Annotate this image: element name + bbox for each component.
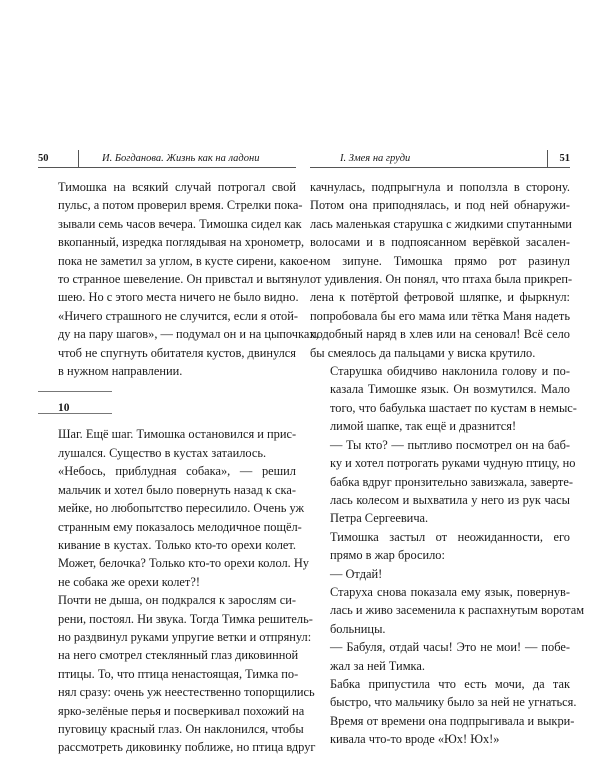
paragraph	[310, 362, 577, 436]
text-line: Старушка обидчиво наклонила голову и по-	[330, 364, 570, 379]
text-line: пока не заметил за углом, в кусте сирени, какое-	[58, 253, 313, 268]
text-line: Шаг. Ещё шаг. Тимошка остановился и прис-	[58, 427, 297, 442]
text-line: Бабка припустила что есть мочи, да так	[330, 676, 570, 691]
paragraph	[38, 591, 316, 757]
text-line: мальчик и хотел было повернуть назад к ска-	[58, 482, 296, 497]
text-line: нял сразу: очень уж неестественно топорщились	[58, 685, 315, 700]
text-line: ярко-зелёные перья и посверкивал похожий на	[58, 703, 305, 718]
paragraph	[38, 425, 296, 462]
paragraph	[38, 307, 319, 381]
right-page	[310, 150, 585, 747]
text-line: Старуха снова показала ему язык, повернув-	[330, 584, 570, 599]
text-line: Петра Сергеевича.	[330, 511, 429, 526]
text-line: волосами и в подпоясанном верёвкой засален-	[310, 235, 570, 250]
section-number: 10	[58, 402, 70, 415]
text-line: качнулась, подпрыгнула и поползла в сторону.	[310, 180, 570, 194]
text-line: но раздвинул руками упругие ветки и отпрянул:	[58, 629, 312, 644]
text-line: Потом она приподнялась, и под ней обнаружи-	[310, 198, 570, 213]
text-line: Время от времени она подпрыгивала и выкри-	[330, 713, 575, 728]
text-line: кивание в кустах. Только кто-то орехи колет.	[58, 537, 296, 552]
text-line: на него смотрел стеклянный глаз диковинной	[58, 648, 299, 663]
text-line: ном зипуне. Тимошка прямо рот разинул	[310, 253, 570, 268]
section-rule-bottom	[38, 413, 112, 414]
text-line: — Отдай!	[330, 566, 383, 581]
text-line: казала Тимошке язык. Он возмутился. Мало	[330, 382, 570, 397]
text-line: бабка вдруг пронзительно завизжала, заверте-	[330, 474, 573, 489]
left-running-title: И. Богданова. Жизнь как на ладони	[102, 153, 260, 164]
section-rule-top	[38, 391, 112, 392]
text-line: лена к потёртой фетровой шляпке, и фыркнул:	[310, 290, 570, 305]
text-line: лась колесом и выхватила у него из рук часы	[330, 492, 570, 507]
text-line: «Небось, приблудная собака», — решил	[58, 464, 296, 479]
text-line: бы смеялось да пальцами у виска крутило.	[310, 345, 536, 360]
text-line: пуговицу красный глаз. Он наклонился, чтобы	[58, 721, 304, 736]
text-line: быстро, что мальчику было за ней не угнаться.	[330, 695, 577, 710]
text-line: от удивления. Он понял, что птаха была прикреп-	[310, 272, 573, 287]
text-line: ку и хотел потрогать руками чудную птицу, но	[330, 456, 576, 471]
left-page	[38, 150, 319, 755]
right-body-text	[310, 178, 585, 749]
text-line: лась маленькая старушка с жидкими спутанными	[310, 216, 572, 231]
header-divider	[78, 150, 79, 168]
text-line: подобный наряд в хлев или на сеновал! Всё село	[310, 327, 570, 342]
text-line: пульс, а потом проверил время. Стрелки пока-	[58, 198, 303, 213]
text-line: лась и живо засеменила к распахнутым воротам	[330, 603, 585, 618]
text-line: Почти не дыша, он подкрался к зарослям си-	[58, 593, 296, 608]
text-line: того, что бабулька шастает по кустам в немыс-	[330, 400, 577, 415]
header-rule	[38, 167, 296, 168]
text-line: зывали семь часов вечера. Тимошка сидел как	[58, 216, 302, 231]
text-line: прямо в жар бросило:	[330, 548, 445, 563]
right-running-title: I. Змея на груди	[340, 153, 411, 164]
text-line: птицы. То, что птица ненастоящая, Тимка по-	[58, 666, 299, 681]
text-line: странным ему показалось мелодичное пощёл-	[58, 519, 302, 534]
text-line: шею. Но с этого места ничего не было видно.	[58, 290, 299, 305]
right-running-head	[310, 150, 570, 168]
left-running-head	[38, 150, 296, 168]
section-break	[38, 391, 296, 419]
text-line: больницы.	[330, 621, 386, 636]
text-line: Тимошка застыл от неожиданности, его	[330, 529, 570, 544]
text-line: не собака же орехи колет?!	[58, 574, 200, 589]
text-line: то странное шевеление. Он привстал и вытянул	[58, 272, 310, 287]
text-line: Тимошка на всякий случай потрогал свой	[58, 180, 296, 194]
text-line: попробовала бы его мама или тётка Маня надеть	[310, 308, 570, 323]
right-page-number: 51	[559, 153, 570, 164]
left-page-number: 50	[38, 153, 49, 164]
paragraph	[310, 675, 577, 749]
text-line: лушался. Существо в кустах затаилось.	[58, 445, 267, 460]
text-line: в нужном направлении.	[58, 364, 183, 379]
text-line: — Бабуля, отдай часы! Это не мои! — побе-	[330, 640, 570, 655]
text-line: мейке, но любопытство пересилило. Очень уж	[58, 501, 305, 516]
paragraph	[310, 178, 573, 362]
text-line: лимой шапке, так ещё и дразнится!	[330, 419, 517, 434]
paragraph	[310, 436, 576, 528]
text-line: вкопанный, изредка поглядывая на хронометр,	[58, 235, 305, 250]
text-line: «Ничего страшного не случится, если я отой-	[58, 308, 298, 323]
paragraph	[38, 462, 309, 591]
header-divider	[547, 150, 548, 168]
text-line: рассмотреть диковинку поближе, но птица вдруг	[58, 740, 316, 755]
paragraph	[310, 565, 570, 583]
paragraph	[310, 528, 570, 565]
text-line: кивала что-то вроде «Юх! Юх!»	[330, 732, 500, 747]
text-line: ду на пару шагов», — подумал он и на цыпочках,	[58, 327, 319, 342]
text-line: рени, постоял. Ни звука. Тогда Тимка решитель-	[58, 611, 313, 626]
text-line: — Ты кто? — пытливо посмотрел он на баб-	[330, 437, 570, 452]
paragraph	[38, 178, 313, 307]
left-body-text	[38, 178, 319, 757]
paragraph	[310, 638, 570, 675]
text-line: Может, белочка? Только кто-то орехи колол. Ну	[58, 556, 309, 571]
header-rule	[310, 167, 570, 168]
text-line: чтоб не спугнуть обитателя кустов, двинулся	[58, 345, 296, 360]
text-line: жал за ней Тимка.	[330, 658, 425, 673]
paragraph	[310, 583, 585, 638]
